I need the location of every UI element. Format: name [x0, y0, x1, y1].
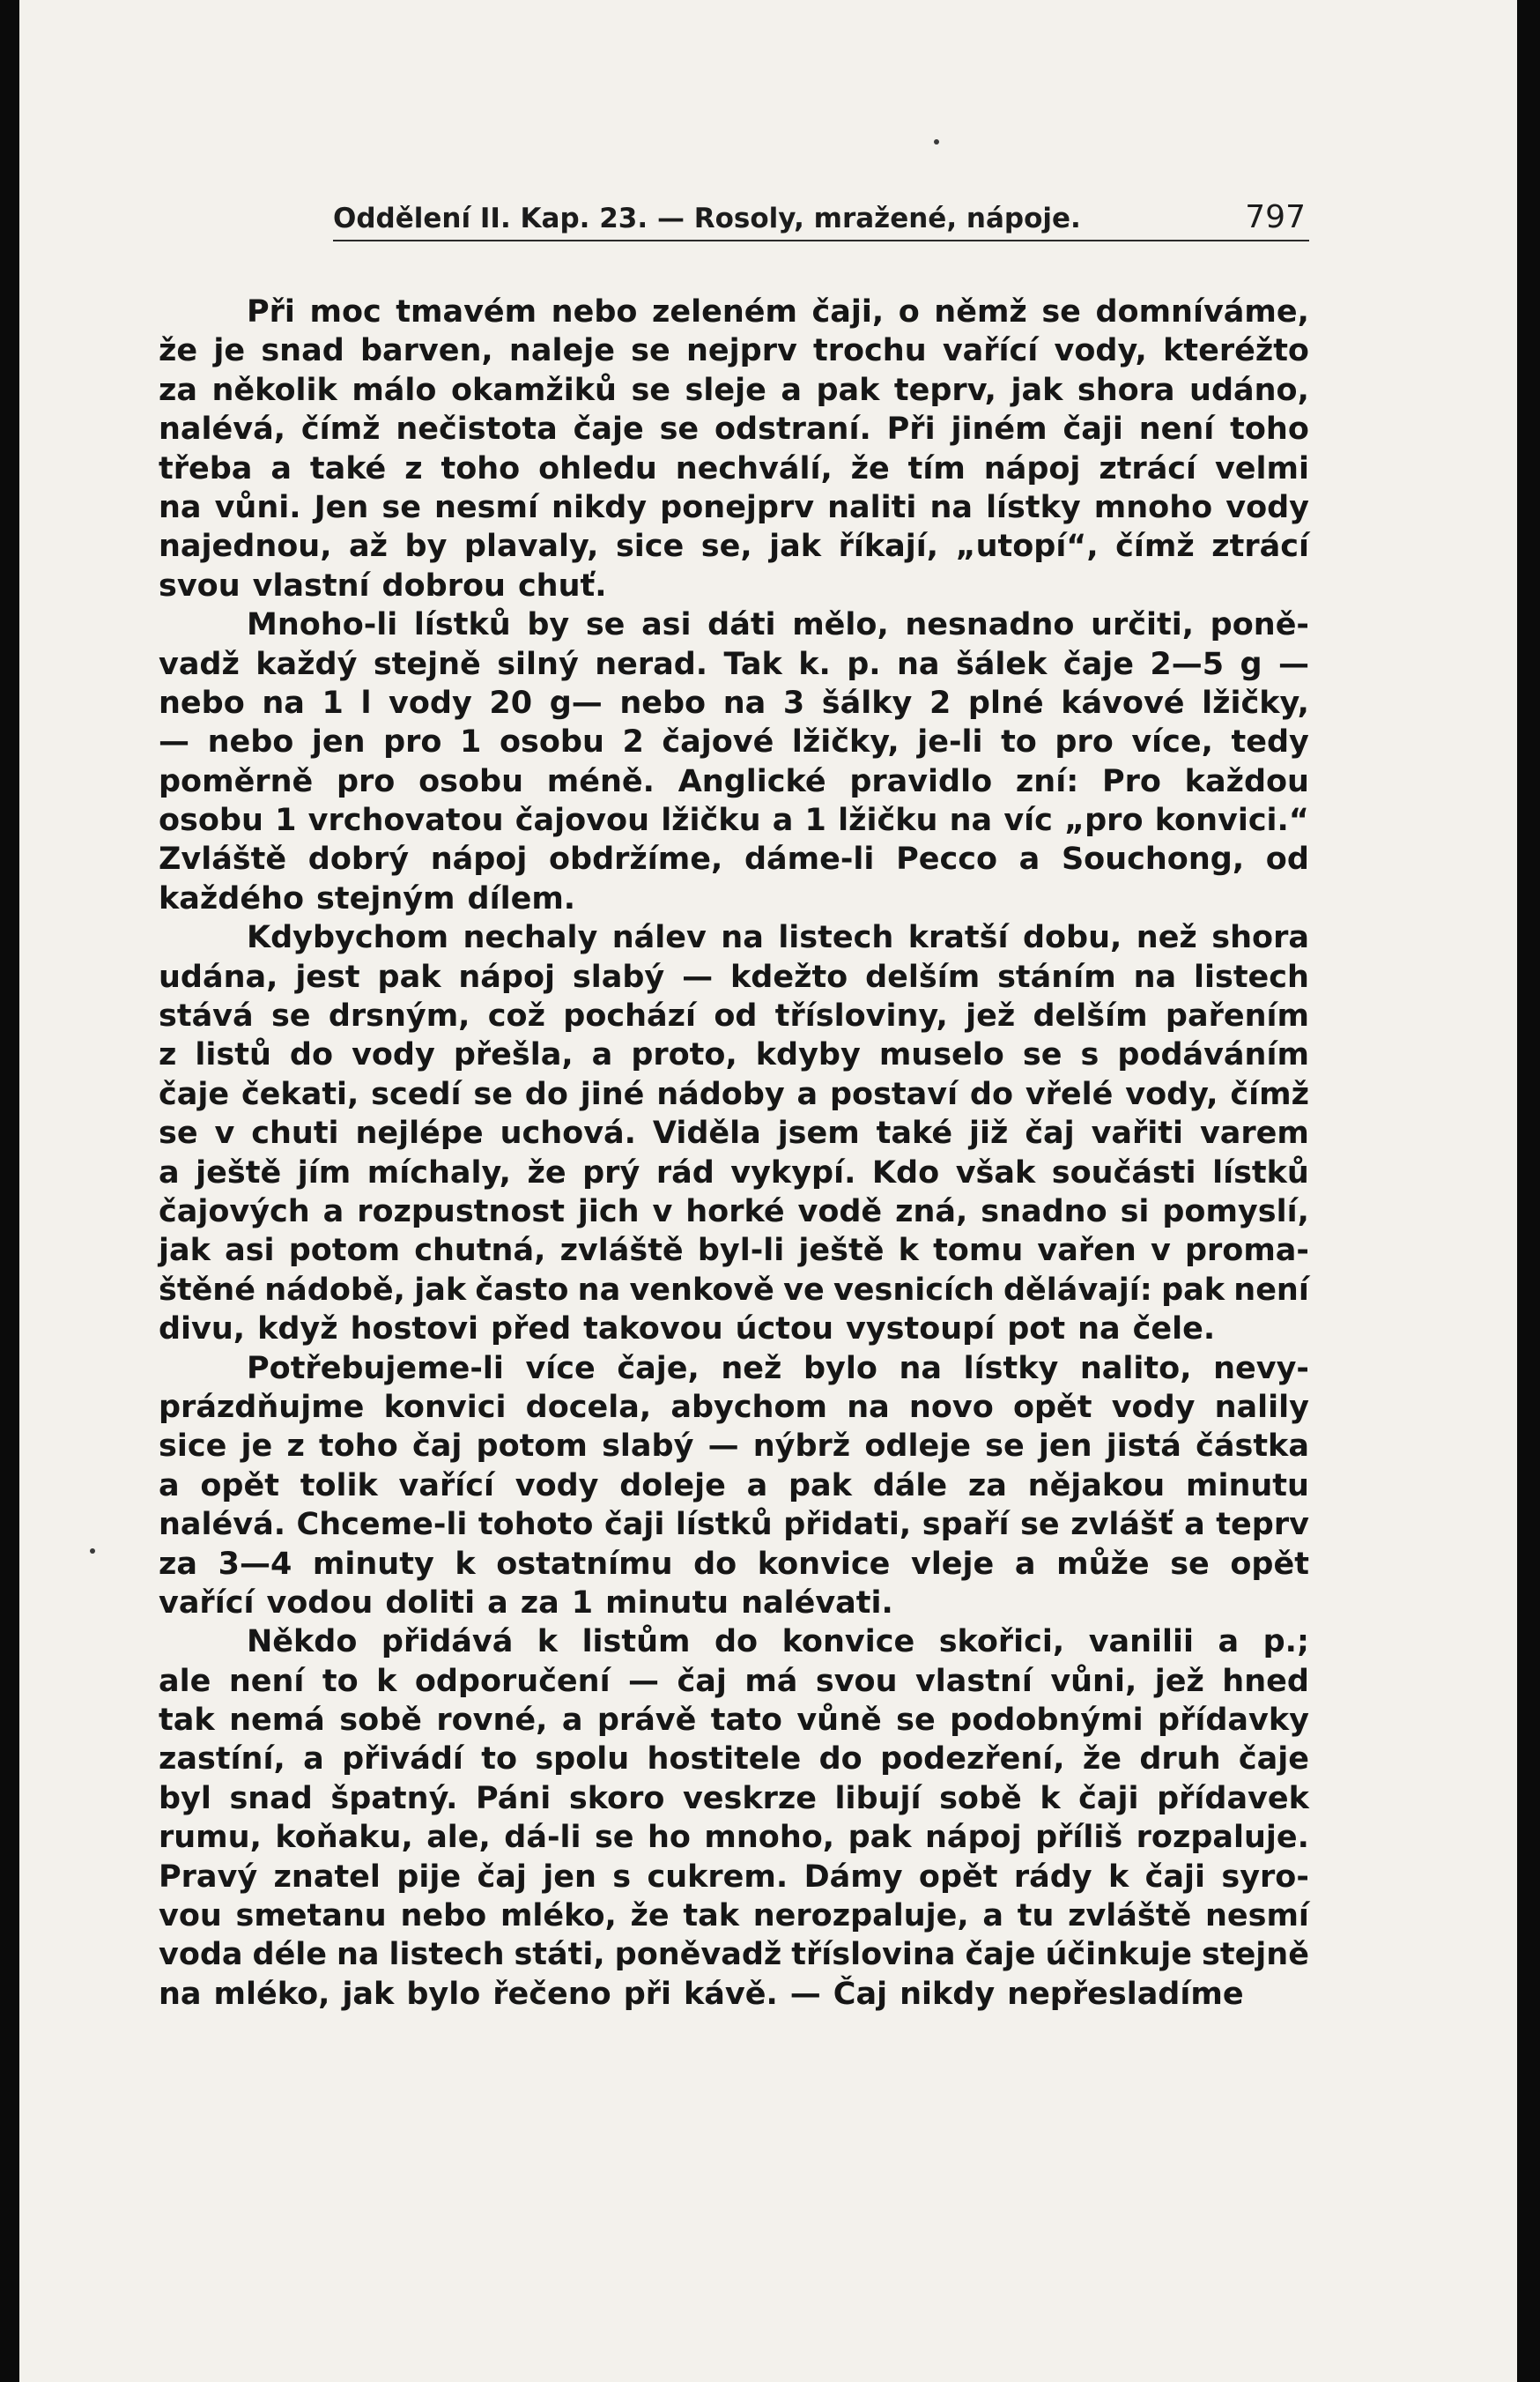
- text-line: Potřebujeme-li více čaje, než bylo na lístky nalito, nevy-: [247, 1350, 1309, 1386]
- text-line: vou smetanu nebo mléko, že tak nerozpaluje, a tu zvláště nesmí: [159, 1898, 1309, 1934]
- text-line: divu, když hostovi před takovou úctou vystoupí pot na čele.: [159, 1311, 1216, 1347]
- text-line: nalévá. Chceme-li tohoto čaji lístků přidati, spaří se zvlášť a teprv: [159, 1507, 1309, 1543]
- header-title: Oddělení II. Kap. 23. — Rosoly, mražené, nápoje.: [333, 203, 1081, 234]
- text-line: štěné nádobě, jak často na venkově ve vesnicích dělávají: pak není: [159, 1272, 1309, 1308]
- text-line: Kdybychom nechaly nálev na listech kratší dobu, než shora: [247, 920, 1309, 956]
- text-line: třeba a také z toho ohledu nechválí, že tím nápoj ztrácí velmi: [159, 450, 1309, 486]
- text-line: — nebo jen pro 1 osobu 2 čajové lžičky, je-li to pro více, tedy: [159, 724, 1309, 761]
- text-line: se v chuti nejlépe uchová. Viděla jsem také již čaj vařiti varem: [159, 1116, 1309, 1152]
- text-line: rumu, koňaku, ale, dá-li se ho mnoho, pak nápoj příliš rozpaluje.: [159, 1820, 1309, 1856]
- print-speck: [934, 139, 939, 145]
- text-line: poměrně pro osobu méně. Anglické pravidlo zní: Pro každou: [159, 763, 1309, 799]
- text-line: jak asi potom chutná, zvláště byl-li ještě k tomu vařen v proma-: [159, 1233, 1309, 1269]
- text-line: a ještě jím míchaly, že prý rád vykypí. Kdo však součásti lístků: [159, 1154, 1309, 1191]
- text-line: nebo na 1 l vody 20 g— nebo na 3 šálky 2 plné kávové lžičky,: [159, 685, 1309, 721]
- text-line: zastíní, a přivádí to spolu hostitele do podezření, že druh čaje: [159, 1741, 1309, 1777]
- text-line: na mléko, jak bylo řečeno při kávě. — Čaj nikdy nepřesladíme: [159, 1976, 1244, 2012]
- text-line: Zvláště dobrý nápoj obdržíme, dáme-li Pecco a Souchong, od: [159, 842, 1309, 878]
- text-line: nalévá, čímž nečistota čaje se odstraní. Při jiném čaji není toho: [159, 412, 1309, 448]
- text-line: z listů do vody přešla, a proto, kdyby muselo se s podáváním: [159, 1037, 1309, 1073]
- text-line: vařící vodou doliti a za 1 minutu nalévati.: [159, 1584, 893, 1621]
- text-line: a opět tolik vařící vody doleje a pak dále za nějakou minutu: [159, 1467, 1309, 1503]
- text-line: za 3—4 minuty k ostatnímu do konvice vleje a může se opět: [159, 1546, 1309, 1582]
- text-line: ale není to k odporučení — čaj má svou vlastní vůni, jež hned: [159, 1663, 1309, 1699]
- page-number: 797: [1245, 199, 1306, 235]
- text-line: svou vlastní dobrou chuť.: [159, 568, 607, 604]
- text-line: Mnoho-li lístků by se asi dáti mělo, nesnadno určiti, poně-: [247, 607, 1309, 643]
- paragraph: [159, 1622, 1309, 2014]
- text-line: každého stejným dílem.: [159, 880, 576, 916]
- text-line: udána, jest pak nápoj slabý — kdežto delším stáním na listech: [159, 959, 1309, 995]
- body-text: [159, 293, 1309, 2014]
- paragraph: [159, 1349, 1309, 1623]
- text-line: Někdo přidává k listům do konvice skořici, vanilii a p.;: [247, 1624, 1309, 1660]
- text-line: Pravý znatel pije čaj jen s cukrem. Dámy opět rády k čaji syro-: [159, 1859, 1309, 1895]
- text-line: čaje čekati, scedí se do jiné nádoby a postaví do vřelé vody, čímž: [159, 1076, 1309, 1112]
- text-line: čajových a rozpustnost jich v horké vodě zná, snadno si pomyslí,: [159, 1193, 1309, 1229]
- text-line: byl snad špatný. Páni skoro veskrze libují sobě k čaji přídavek: [159, 1780, 1309, 1816]
- text-line: prázdňujme konvici docela, abychom na novo opět vody nalily: [159, 1389, 1309, 1425]
- text-line: na vůni. Jen se nesmí nikdy ponejprv naliti na lístky mnoho vody: [159, 489, 1309, 525]
- paragraph: [159, 918, 1309, 1348]
- text-line: najednou, až by plavaly, sice se, jak říkají, „utopí“, čímž ztrácí: [159, 529, 1309, 565]
- text-line: voda déle na listech státi, poněvadž tříslovina čaje účinkuje stejně: [159, 1937, 1309, 1973]
- text-line: že je snad barven, naleje se nejprv trochu vařící vody, kteréžto: [159, 333, 1309, 369]
- text-line: stává se drsným, což pochází od třísloviny, jež delším pařením: [159, 998, 1309, 1035]
- text-line: sice je z toho čaj potom slabý — nýbrž odleje se jen jistá částka: [159, 1428, 1309, 1465]
- running-header: [333, 197, 1309, 241]
- paragraph: [159, 293, 1309, 605]
- text-line: Při moc tmavém nebo zeleném čaji, o němž se domníváme,: [247, 294, 1309, 330]
- text-line: osobu 1 vrchovatou čajovou lžičku a 1 lžičku na víc „pro konvici.“: [159, 803, 1309, 839]
- paragraph: [159, 605, 1309, 918]
- text-line: za několik málo okamžiků se sleje a pak teprv, jak shora udáno,: [159, 372, 1309, 408]
- text-line: tak nemá sobě rovné, a právě tato vůně se podobnými přídavky: [159, 1703, 1309, 1739]
- text-line: vadž každý stejně silný nerad. Tak k. p. na šálek čaje 2—5 g —: [159, 646, 1309, 682]
- print-speck: [90, 1548, 95, 1554]
